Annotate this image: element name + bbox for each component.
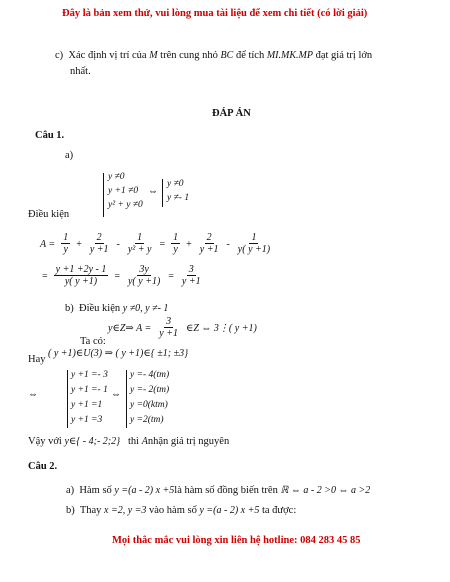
frac-7: $\frac{y +1 +2y - 1}{y( y +1)}$ — [55, 264, 107, 287]
q1-title: Câu 1. — [35, 130, 65, 141]
case-left-1: y +1 =- 3 — [71, 370, 108, 380]
q2-a-text-2: là hàm số đồng biến trên — [174, 485, 278, 496]
hay-label: Hay — [28, 354, 46, 365]
cases-brace-left — [67, 370, 68, 428]
conclusion-text-1: Vậy với — [28, 436, 62, 447]
case-left-4: y +1 =3 — [71, 415, 103, 425]
cases-right — [130, 368, 169, 428]
part-c-text-4: đạt giá trị lớn — [315, 50, 373, 61]
ta-co: Ta có: — [80, 336, 106, 347]
q2-part-a — [66, 485, 370, 496]
case-left-3: y +1 =1 — [71, 400, 103, 410]
part-c-label: c) — [55, 50, 64, 61]
q2-b-label: b) — [66, 505, 75, 516]
expr-a-line-1: A = $\frac{1}{y}$ + $\frac{2}{y +1}$ - $\frac{1}{\text{y² + y}}$ = $\frac{1}{y}$ + $\frac{2}{y +1}$ - $\frac{1}{y( y +1)}$ — [40, 232, 271, 255]
sys2-line-2: y ≠- 1 — [167, 193, 190, 203]
sys2-line-1: y ≠0 — [167, 179, 184, 189]
q2-b-vals: x =2, y =3 — [104, 505, 147, 516]
conclusion-text-3: nhận giá trị nguyên — [147, 436, 230, 447]
q2-a-label: a) — [66, 485, 75, 496]
frac-9: $\frac{3}{y +1}$ — [181, 264, 201, 287]
q2-b-text-3: ta được: — [261, 505, 297, 516]
cond-b-expr: y ≠0, y ≠- 1 — [122, 303, 169, 314]
part-b-label: b) — [65, 303, 74, 314]
part-c-text-5: nhất. — [70, 66, 91, 77]
footer-banner: Mọi thắc mắc vui lòng xin liên hệ hotline: 084 283 45 85 — [112, 535, 361, 546]
int-line-1: y∈Z⇒ A = — [108, 323, 152, 335]
frac-3: $\frac{1}{\text{y² + y}}$ — [127, 232, 152, 255]
q1-part-a: a) — [65, 150, 74, 161]
frac-8: $\frac{3y}{y( y +1)}$ — [127, 264, 161, 287]
system-2 — [167, 177, 189, 205]
frac-5: $\frac{2}{y +1}$ — [199, 232, 219, 255]
case-right-1: y =- 4(tm) — [130, 370, 170, 380]
conclusion-text-2: thì — [128, 436, 140, 447]
header-banner: Đây là bản xem thử, vui lòng mua tài liệu để xem chi tiết (có lời giải) — [62, 8, 368, 19]
cases-brace-right — [126, 370, 127, 428]
q2-a-func: y =(a - 2) x +5 — [114, 485, 175, 496]
equiv-arrow-2: ⇔ — [28, 389, 38, 400]
q2-a-text-1: Hàm số — [79, 485, 112, 496]
product-expr: MI.MK.MP — [266, 50, 313, 61]
sys1-line-3: y² + y ≠0 — [108, 200, 143, 210]
expr-a-line-2: = $\frac{y +1 +2y - 1}{y( y +1)}$ = $\frac{3y}{y( y +1)}$ = $\frac{3}{y +1}$ — [42, 264, 201, 287]
cond-b-label: Điều kiện — [79, 303, 121, 314]
q2-a-cond: ℝ ⇔ a - 2 >0 ⇔ a >2 — [280, 485, 371, 496]
system-brace-1 — [103, 173, 104, 217]
sys1-line-2: y +1 ≠0 — [108, 186, 139, 196]
int-frac: $\frac{3}{y +1}$ — [159, 316, 178, 339]
q2-part-b — [66, 505, 296, 516]
q2-b-text-2: vào hàm số — [149, 505, 197, 516]
part-c-text-3: để tích — [235, 50, 265, 61]
part-c-text-1: Xác định vị trí của — [68, 50, 147, 61]
case-right-3: y =0(ktm) — [130, 400, 168, 410]
q2-b-text-1: Thay — [79, 505, 102, 516]
case-left-2: y +1 =- 1 — [71, 385, 108, 395]
q2-b-func: y =(a - 2) x +5 — [199, 505, 260, 516]
equiv-arrow-3: ⇔ — [111, 389, 121, 400]
system-brace-2 — [162, 179, 163, 207]
case-right-2: y =- 2(tm) — [130, 385, 170, 395]
integer-condition — [108, 316, 257, 339]
cases-left — [71, 368, 108, 428]
conclusion-set: y∈{ - 4;- 2;2} — [64, 436, 121, 447]
part-c-text-2: trên cung nhỏ — [160, 50, 218, 61]
int-line-2: ∈Z ⇔ 3⋮( y +1) — [185, 323, 257, 335]
frac-1: $\frac{1}{y}$ — [63, 232, 69, 255]
q1-conclusion — [28, 436, 229, 447]
equiv-arrow-1: ⇔ — [148, 186, 158, 197]
q1-part-b — [65, 303, 168, 314]
expr-a-label: A = — [40, 239, 56, 251]
frac-2: $\frac{2}{y +1}$ — [89, 232, 109, 255]
frac-6: $\frac{1}{y( y +1)}$ — [237, 232, 271, 255]
part-c-question — [55, 50, 372, 61]
case-right-4: y =2(tm) — [130, 415, 164, 425]
condition-label: Điều kiện — [28, 209, 70, 220]
conclusion-var-a: A — [141, 436, 148, 447]
answer-title: ĐÁP ÁN — [212, 108, 251, 119]
sys1-line-1: y ≠0 — [108, 172, 125, 182]
hay-expr: ( y +1)∈U(3) ⇒ ( y +1)∈{ ±1; ±3} — [48, 348, 189, 359]
var-bc: BC — [220, 50, 234, 61]
q2-title: Câu 2. — [28, 461, 58, 472]
system-1 — [108, 170, 143, 212]
var-m: M — [149, 50, 158, 61]
frac-4: $\frac{1}{y}$ — [173, 232, 179, 255]
